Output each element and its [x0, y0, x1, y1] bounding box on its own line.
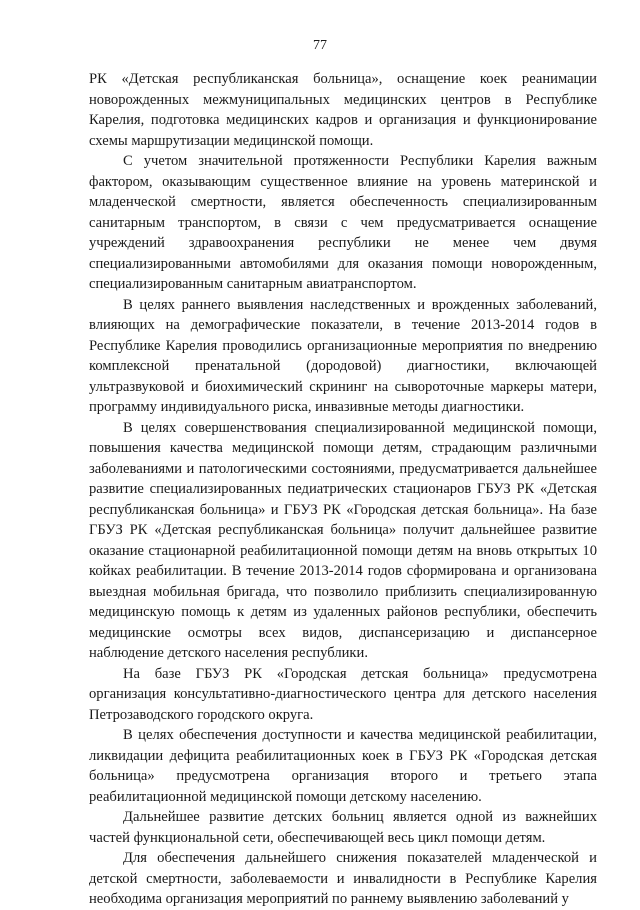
page-number: 77 — [313, 38, 327, 53]
paragraph-children-hospitals: Дальнейшее развитие детских больниц является одной из важнейших частей функциональной сети, обеспечивающей весь цикл помощи детям. — [89, 809, 597, 846]
paragraph-rehabilitation: В целях обеспечения доступности и качества медицинской реабилитации, ликвидации дефицита реабилитационных коек в ГБУЗ РК «Городская детская больница» предусмотрена организация второго и третьего этапа реабилитационной медицинской помощи детскому населению. — [89, 727, 597, 805]
paragraph-mortality-reduction: Для обеспечения дальнейшего снижения показателей младенческой и детской смертности, заболеваемости и инвалидности в Республике Карелия необходима организация мероприятий по раннему выявлению заболеваний у — [89, 850, 597, 907]
paragraph-specialized-care: В целях совершенствования специализированной медицинской помощи, повышения качества медицинской помощи детям, страдающим различными заболеваниями и патологическими состояниями, предусматривается дальнейшее развитие специализированных педиатрических стационаров ГБУЗ РК «Детская республиканская больница» и ГБУЗ РК «Городская детская больница». На базе ГБУЗ РК «Детская республиканская больница» получит дальнейшее развитие оказание стационарной реабилитационной помощи детям на вновь открытых 10 койках реабилитации. В течение 2013-2014 годов сформирована и организована выездная мобильная бригада, что позволило приблизить специализированную медицинскую помощь к детям из удаленных районов республики, обеспечить медицинские осмотры всех видов, диспансеризацию и диспансерное наблюдение детского населения республики. — [89, 419, 597, 661]
document-body — [89, 69, 597, 910]
paragraph-prenatal-diagnostics: В целях раннего выявления наследственных и врожденных заболеваний, влияющих на демографические показатели, в течение 2013-2014 годов в Республике Карелия проводились организационные мероприятия по внедрению комплексной пренатальной (дородовой) диагностики, включающей ультразвуковой и биохимический скрининг на сывороточные маркеры матери, программу индивидуального риска, инвазивные методы диагностики. — [89, 296, 597, 415]
paragraph-sanitary-transport: С учетом значительной протяженности Республики Карелия важным фактором, оказывающим существенное влияние на уровень материнской и младенческой смертности, является обеспеченность специализированным санитарным транспортом, в связи с чем предусматривается оснащение учреждений здравоохранения республики не менее чем двумя специализированными автомобилями для оказания помощи новорожденным, специализированным санитарным авиатранспортом. — [89, 153, 597, 292]
paragraph-consulting-center: На базе ГБУЗ РК «Городская детская больница» предусмотрена организация консультативно-диагностического центра для детского населения Петрозаводского городского округа. — [89, 665, 597, 723]
paragraph-continuation: РК «Детская республиканская больница», оснащение коек реанимации новорожденных межмуниципальных медицинских центров в Республике Карелия, подготовка медицинских кадров и организация и функционирование схемы маршрутизации медицинской помощи. — [89, 71, 597, 149]
